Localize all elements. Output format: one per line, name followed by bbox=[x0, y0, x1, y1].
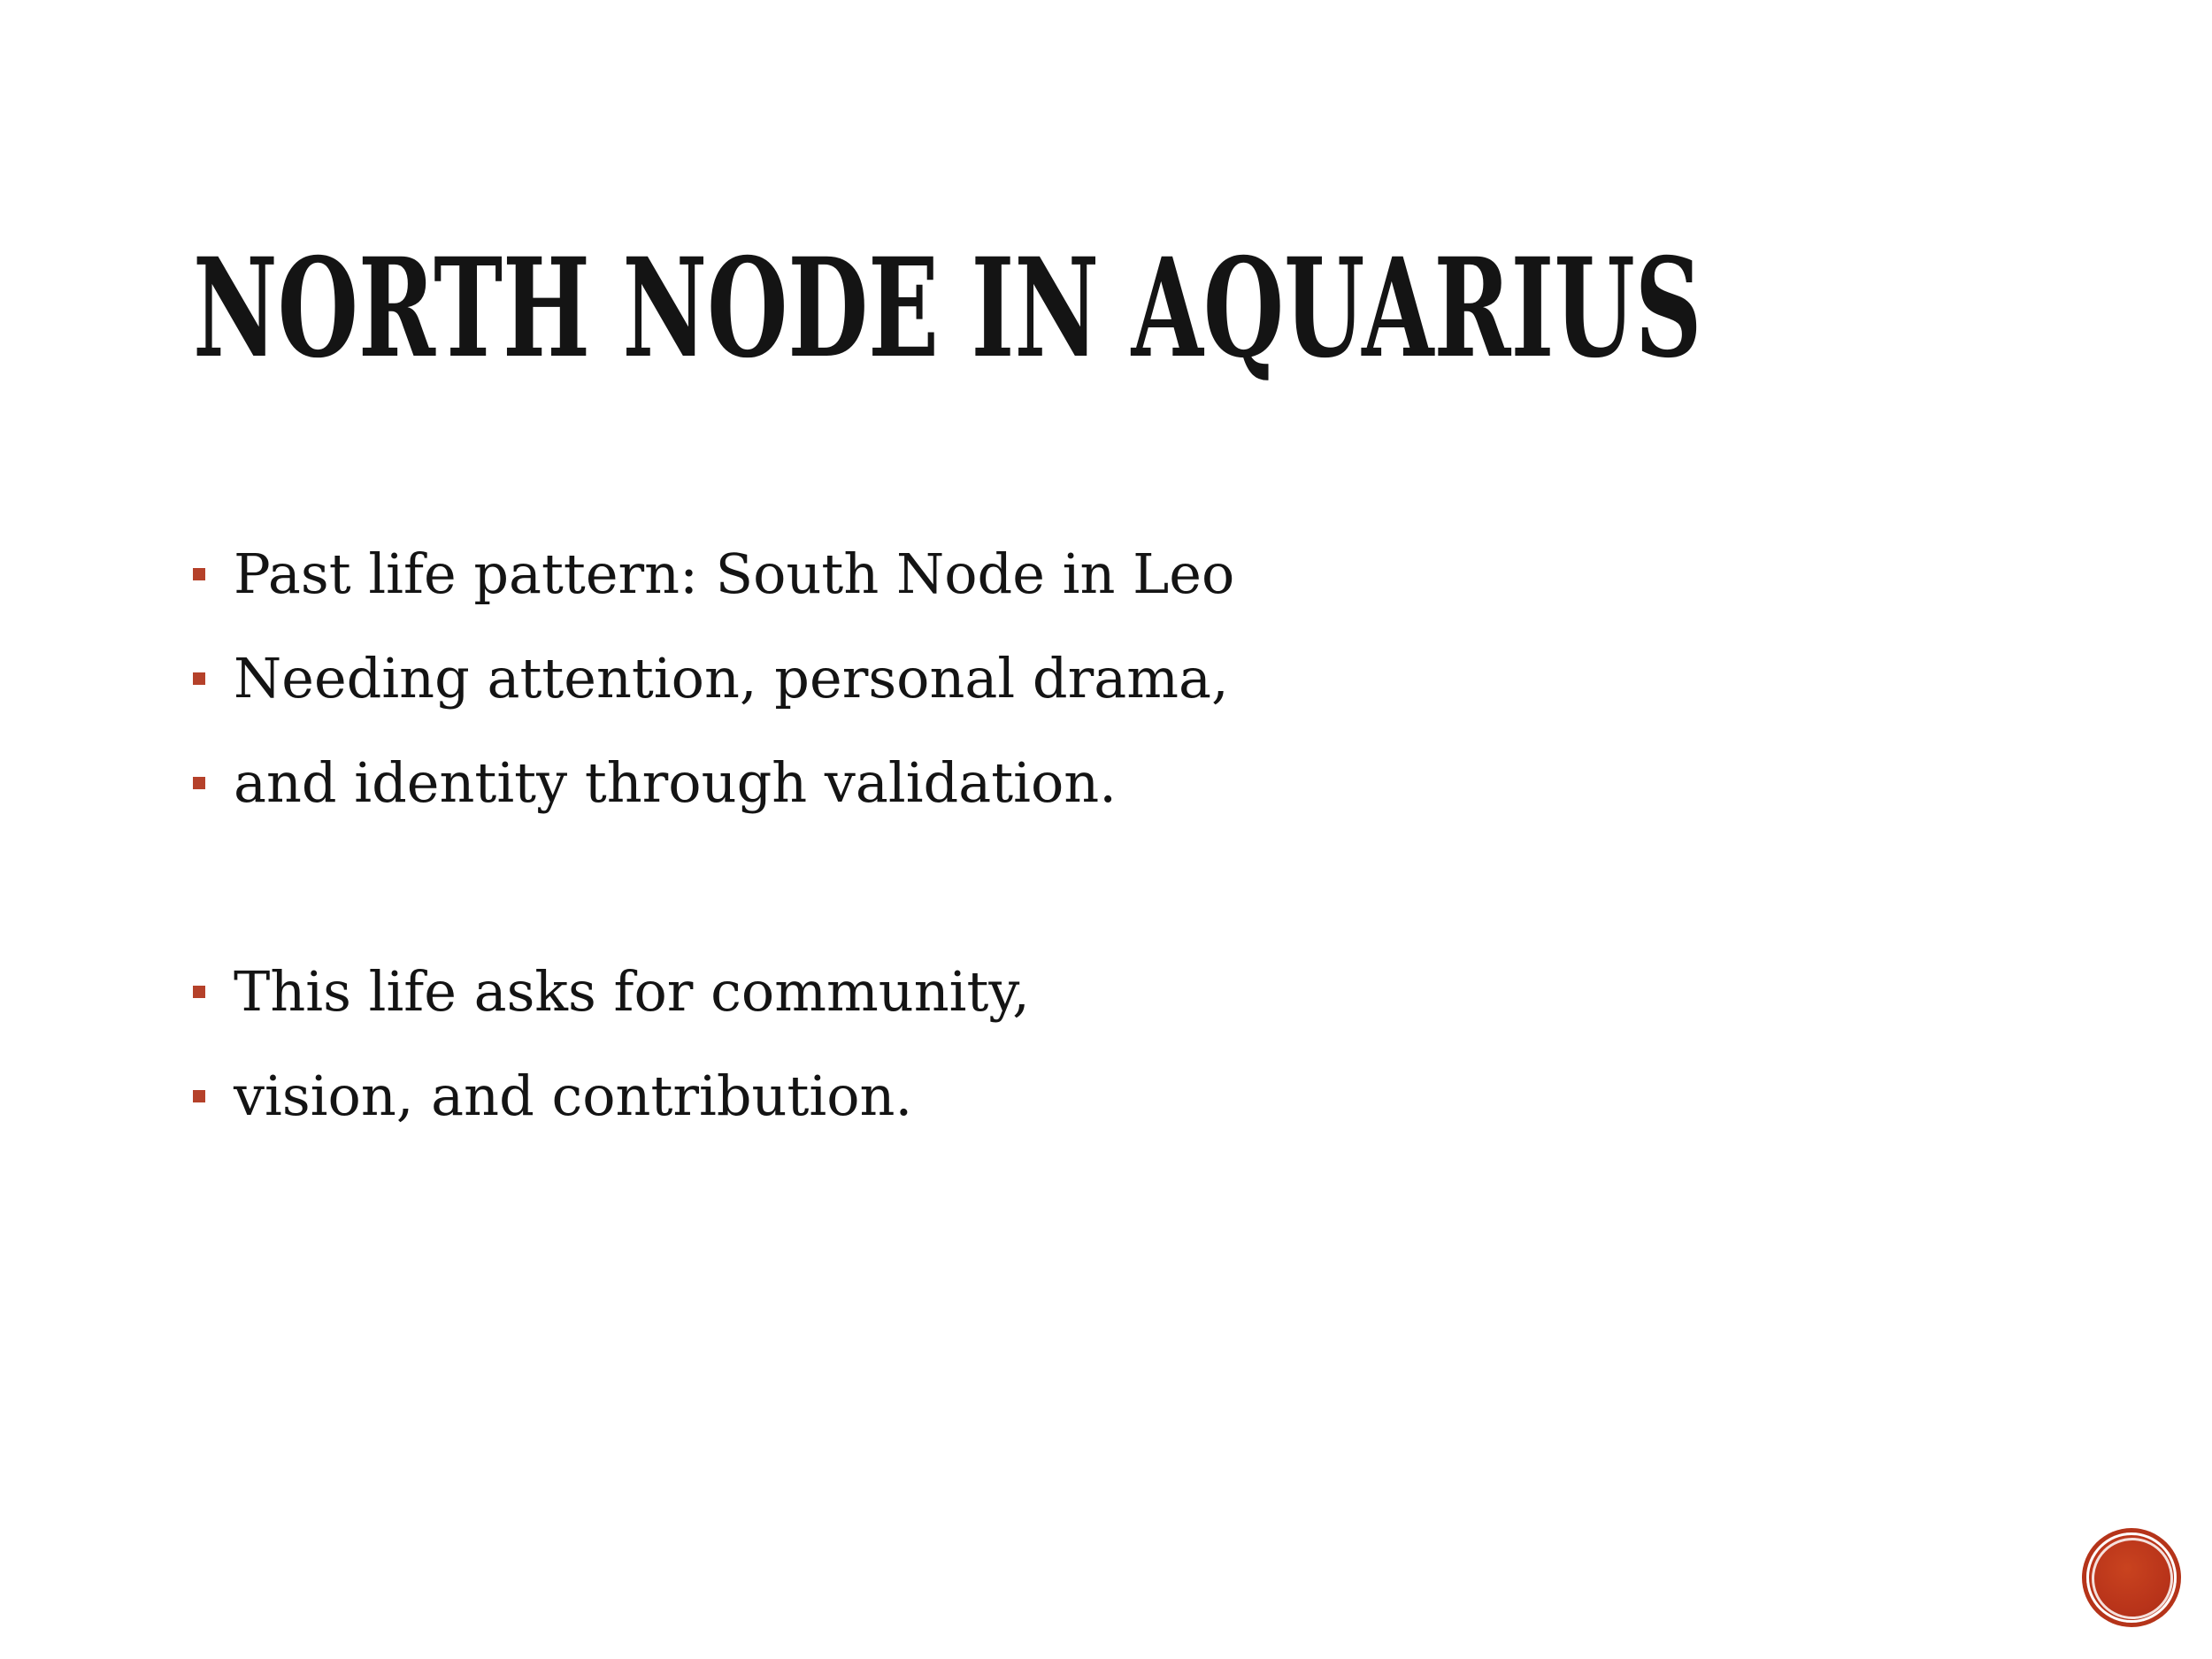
decorative-circle-icon bbox=[2086, 1532, 2177, 1623]
bullet-item bbox=[193, 522, 1234, 626]
bullet-text: Past life pattern: South Node in Leo bbox=[234, 541, 1235, 606]
square-bullet-icon bbox=[193, 672, 205, 685]
bullet-text: This life asks for community, bbox=[234, 959, 1030, 1024]
slide-title: NORTH NODE IN AQUARIUS bbox=[193, 228, 1702, 388]
square-bullet-icon bbox=[193, 777, 205, 789]
bullet-item bbox=[193, 1044, 1234, 1148]
bullet-item bbox=[193, 731, 1234, 835]
bullet-text: vision, and contribution. bbox=[234, 1064, 913, 1128]
bullet-text: Needing attention, personal drama, bbox=[234, 646, 1229, 710]
bullet-item bbox=[193, 940, 1234, 1044]
bullet-item bbox=[193, 626, 1234, 731]
bullet-list bbox=[193, 522, 1234, 1148]
square-bullet-icon bbox=[193, 1090, 205, 1102]
bullet-text: and identity through validation. bbox=[234, 750, 1117, 815]
square-bullet-icon bbox=[193, 568, 205, 580]
square-bullet-icon bbox=[193, 986, 205, 998]
